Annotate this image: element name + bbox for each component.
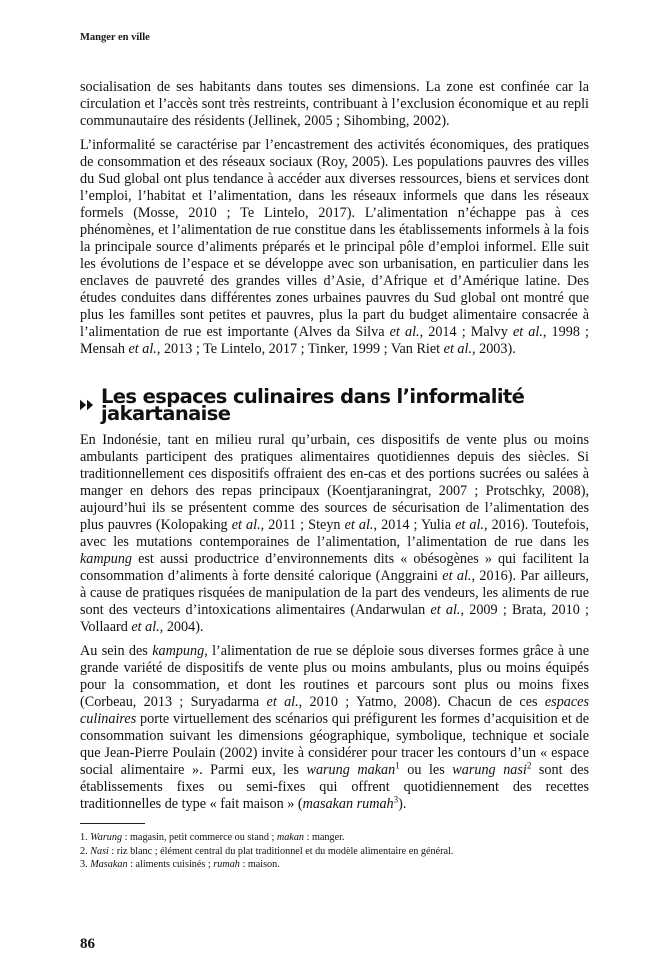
section-title: Les espaces culinaires dans l’informalité jakartanaise xyxy=(100,385,525,425)
double-arrow-right-icon xyxy=(80,398,94,412)
footnote-rule xyxy=(80,823,145,824)
paragraph-3: En Indonésie, tant en milieu rural qu’urbain, ces dispositifs de vente plus ou moins ambulants participent des pratiques alimentaires quotidiennes depuis des siècles. Si traditionnellement ces dispositifs offraient des en-cas et des portions sucrées ou salées à manger en dehors des repas principaux (Koentjaraningrat, 2007 ; Protschky, 2008), aujourd’hui ils se présentent comme des sources de sécurisation de l’alimentation des plus pauvres (Kolopaking et al., 2011 ; Steyn et al., 2014 ; Yulia et al., 2016). Toutefois, avec les mutations contemporaines de l’alimentation, l’alimentation de rue dans les kampung est aussi productrice d’environnements dits « obésogènes » qui facilitent la consommation d’aliments à forte densité calorique (Anggraini et al., 2016). Par ailleurs, à cause de pratiques risquées de manipulation de la part des vendeurs, les aliments de rue sont des vecteurs d’intoxications alimentaires (Andarwulan et al., 2009 ; Brata, 2010 ; Vollaard et al., 2004). xyxy=(80,432,590,635)
paragraph-4: Au sein des kampung, l’alimentation de rue se déploie sous diverses formes grâce à une grande variété de dispositifs de vente plus ou moins ambulants, plus ou moins équipés pour la consommation, et dont les routines et parcours sont plus ou moins fixes (Corbeau, 2013 ; Suryadarma et al., 2010 ; Yatmo, 2008). Chacun de ces espaces culinaires porte virtuellement des scénarios qui préfigurent les formes d’acquisition et de consommation suivant les dimensions géographique, symbolique, technique et sociale que Jean-Pierre Poulain (2002) invite à considérer pour tracer les contours d’un « espace social alimentaire ». Parmi eux, les warung makan$^1$ ou les warung nasi$^2$ sont des établissements fixes ou semi-fixes qui offrent quotidiennement des recettes traditionnelles de type « fait maison » (masakan rumah$^3$). xyxy=(80,643,590,812)
paragraph-2: L’informalité se caractérise par l’encastrement des activités économiques, des pratiques de consommation et des réseaux sociaux (Roy, 2005). Les populations pauvres des villes du Sud global ont plus tendance à accéder aux diverses ressources, biens et services dont l’emploi, l’habitat et l’alimentation, dans les réseaux informels que dans les réseaux formels (Mosse, 2010 ; Te Lintelo, 2017). L’alimentation n’échappe pas à ces phénomènes, et l’alimentation de rue constitue dans les établissements informels à la fois la principale source d’aliments préparés et le principal pôle d’emploi informel. Elle suit les évolutions de l’espace et se développe avec son urbanisation, en particulier dans les enclaves de pauvreté des grandes villes d’Asie, d’Afrique et d’Amérique latine. Des études conduites dans différentes zones urbaines pauvres du Sud global ont montré que plus les familles sont petites et pauvres, plus la part du budget alimentaire consacrée à l’alimentation de rue est importante (Alves da Silva et al., 2014 ; Malvy et al., 1998 ; Mensah et al., 2013 ; Te Lintelo, 2017 ; Tinker, 1999 ; Van Riet et al., 2003). xyxy=(80,137,589,357)
footnotes xyxy=(80,831,589,872)
footnote-2: 2. Nasi : riz blanc ; élément central du plat traditionnel et du modèle alimentaire en général. xyxy=(80,845,454,857)
body-text xyxy=(80,79,589,872)
footnote-3: 3. Masakan : aliments cuisinés ; rumah : maison. xyxy=(80,859,280,870)
footnote-1: 1. Warung : magasin, petit commerce ou stand ; makan : manger. xyxy=(80,832,345,843)
section-heading xyxy=(80,385,589,425)
running-head: Manger en ville xyxy=(80,32,150,43)
page-number: 86 xyxy=(80,936,95,952)
paragraph-1: socialisation de ses habitants dans toutes ses dimensions. La zone est confinée car la circulation et l’accès sont très restreints, contribuant à l’exclusion économique et au repli communautaire des résidents (Jellinek, 2005 ; Sihombing, 2002). xyxy=(80,79,589,129)
